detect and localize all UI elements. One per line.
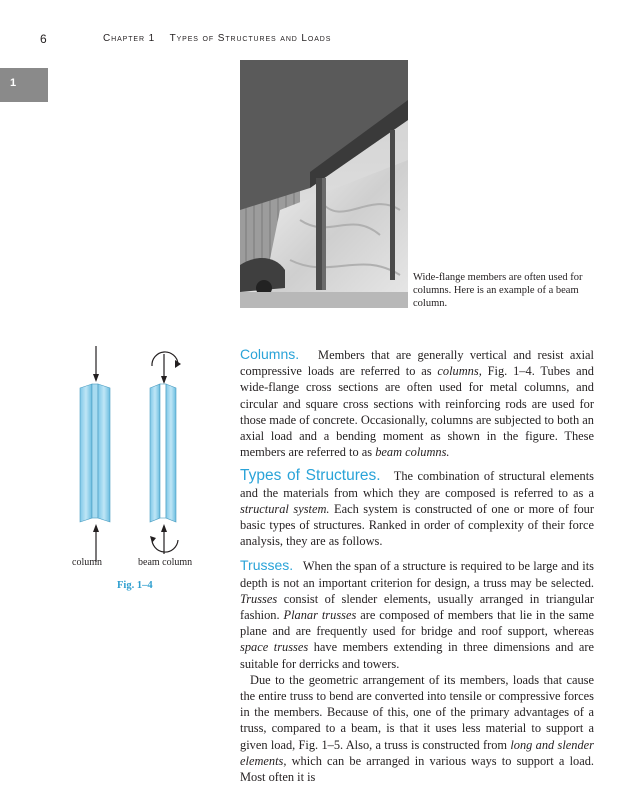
columns-heading: Columns. bbox=[240, 346, 300, 362]
body-text bbox=[240, 346, 594, 785]
photo-caption: Wide-flange members are often used for columns. Here is an example of a beam column. bbox=[413, 272, 583, 309]
trusses-paragraph-2: Due to the geometric arrangement of its members, loads that cause the entire truss to bend are converted into tensile or compressive forces in the members. Because of this, one of the primary advantages of a truss, compared to a beam, is that it uses less material to support a given load, Fig. 1–5. Also, a truss is constructed from long and slender elements, which can be arranged in various ways to support a load. Most often it is bbox=[240, 672, 594, 785]
types-paragraph: Types of Structures. The combination of structural elements and the materials from which they are composed is referred to as a structural system. Each system is constructed of one or more of four basic types of structures. Ranked in order of complexity of their force analysis, they are as follows. bbox=[240, 467, 594, 549]
page-header bbox=[0, 32, 638, 46]
label-beam-column: beam column bbox=[138, 557, 193, 568]
chapter-tab bbox=[0, 68, 48, 102]
trusses-heading: Trusses. bbox=[240, 557, 294, 574]
label-column: column bbox=[72, 557, 102, 568]
columns-paragraph: Columns. Members that are generally vertical and resist axial compressive loads are referred to as columns, Fig. 1–4. Tubes and wide-flange cross sections are often used for metal columns, and circular and square cross sections with reinforcing rods are used for those made of concrete. Occasionally, columns are subjected to both an axial load and a bending moment as shown in the figure. These members are referred to as beam columns. bbox=[240, 346, 595, 460]
beam-column-photo bbox=[240, 60, 408, 308]
types-heading: Types of Structures. bbox=[240, 467, 381, 485]
column-member bbox=[80, 346, 110, 562]
figure-title: Fig. 1–4 bbox=[117, 580, 153, 591]
trusses-paragraph: Trusses. When the span of a structure is required to be large and its depth is not an important criterion for design, a truss may be selected. Trusses consist of slender elements, usually arranged in triangular fashion. Planar trusses are composed of members that lie in the same plane and are frequently used for bridge and roof support, whereas space trusses have members extending in three dimensions and are suitable for derricks and towers. bbox=[240, 557, 594, 671]
running-head: Chapter 1 Types of Structures and Loads bbox=[103, 33, 332, 44]
beam-column-member bbox=[150, 352, 181, 554]
chapter-tab-label: 1 bbox=[10, 77, 17, 89]
page-number: 6 bbox=[40, 32, 47, 46]
